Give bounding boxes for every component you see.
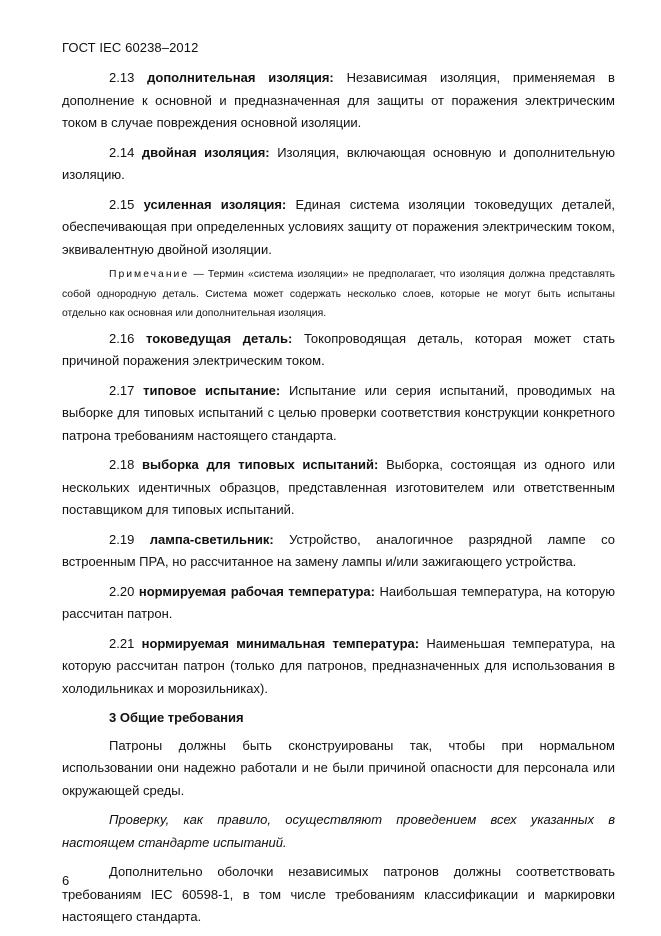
clause-number: 2.13 [109, 70, 135, 85]
section-paragraph: Дополнительно оболочки независимых патронов должны соответствовать требованиям IEC 60598-1, в том числе требованиям классификации и маркировки настоящего стандарта. [62, 864, 615, 924]
section-paragraph-italic: Проверку, как правило, осуществляют проведением всех указанных в настоящем стандарте испытаний. [62, 812, 615, 850]
term: двойная изоляция: [141, 144, 270, 160]
section-heading: 3 Общие требования [109, 710, 244, 725]
definition-text: Изоляция, включающая основную и дополнительную изоляцию. [62, 144, 616, 182]
clause-number: 2.16 [109, 330, 135, 346]
document-header: ГОСТ IEC 60238–2012 [62, 40, 199, 55]
term: токоведущая деталь: [146, 330, 293, 346]
definition-text: Наименьшая температура, на которую рассчитан патрон (только для патронов, предназначенных для использования в холодильниках и морозильниках). [62, 635, 615, 696]
definition-2-20 [62, 581, 615, 626]
clause-number: 2.14 [109, 144, 135, 160]
term: усиленная изоляция: [143, 196, 287, 212]
definition-2-18 [62, 454, 615, 522]
definition-text: Токопроводящая деталь, которая может стать причиной поражения электрическим током. [62, 330, 615, 368]
page-number: 6 [62, 873, 70, 888]
term: выборка для типовых испытаний: [142, 457, 379, 472]
clause-number: 2.17 [109, 382, 135, 398]
definition-2-14 [62, 142, 615, 187]
definition-2-16 [62, 328, 615, 373]
definition-2-19 [62, 529, 615, 574]
clause-number: 2.18 [109, 457, 135, 472]
term: типовое испытание: [143, 382, 281, 398]
definition-2-17 [62, 380, 615, 448]
page-content [62, 67, 615, 936]
clause-number: 2.21 [109, 635, 135, 651]
definition-text: Испытание или серия испытаний, проводимых на выборке для типовых испытаний с целью проверки соответствия конструкции конкретного патрона требованиям настоящего стандарта. [62, 382, 615, 443]
definition-2-21 [62, 633, 615, 701]
definition-text: Выборка, состоящая из одного или нескольких идентичных образцов, представленная изготовителем или ответственным поставщиком для типовых испытаний. [62, 457, 615, 517]
clause-number: 2.19 [109, 531, 135, 547]
note-label: Примечание [109, 269, 190, 280]
term: нормируемая рабочая температура: [138, 583, 375, 599]
section-paragraph: Патроны должны быть сконструированы так, чтобы при нормальном использовании они надежно работали и не были причиной опасности для персонала или окружающей среды. [62, 737, 615, 798]
definition-text: Устройство, аналогичное разрядной лампе со встроенным ПРА, но рассчитанное на замену лампы и/или зажигающего устройства. [62, 531, 615, 569]
definition-2-13 [62, 67, 615, 135]
note-text: — Термин «система изоляции» не предполагает, что изоляция должна представлять собой однородную деталь. Система может содержать несколько слоев, которые не могут быть испытаны отдельно как основная или дополнительная изоляция. [62, 269, 615, 319]
note [62, 265, 615, 324]
definition-text: Наибольшая температура, на которую рассчитан патрон. [62, 583, 615, 621]
clause-number: 2.20 [109, 583, 135, 599]
term: дополнительная изоляция: [147, 70, 334, 85]
definition-2-15 [62, 194, 615, 262]
definition-text: Независимая изоляция, применяемая в дополнение к основной и предназначенная для защиты от поражения электрическим током в случае повреждения основной изоляции. [62, 70, 615, 130]
term: нормируемая минимальная температура: [141, 635, 420, 651]
clause-number: 2.15 [109, 196, 135, 212]
term: лампа-светильник: [149, 531, 274, 547]
definition-text: Единая система изоляции токоведущих деталей, обеспечивающая при определенных условиях защиту от поражения электрическим током, эквивалентную двойной изоляции. [62, 196, 615, 257]
